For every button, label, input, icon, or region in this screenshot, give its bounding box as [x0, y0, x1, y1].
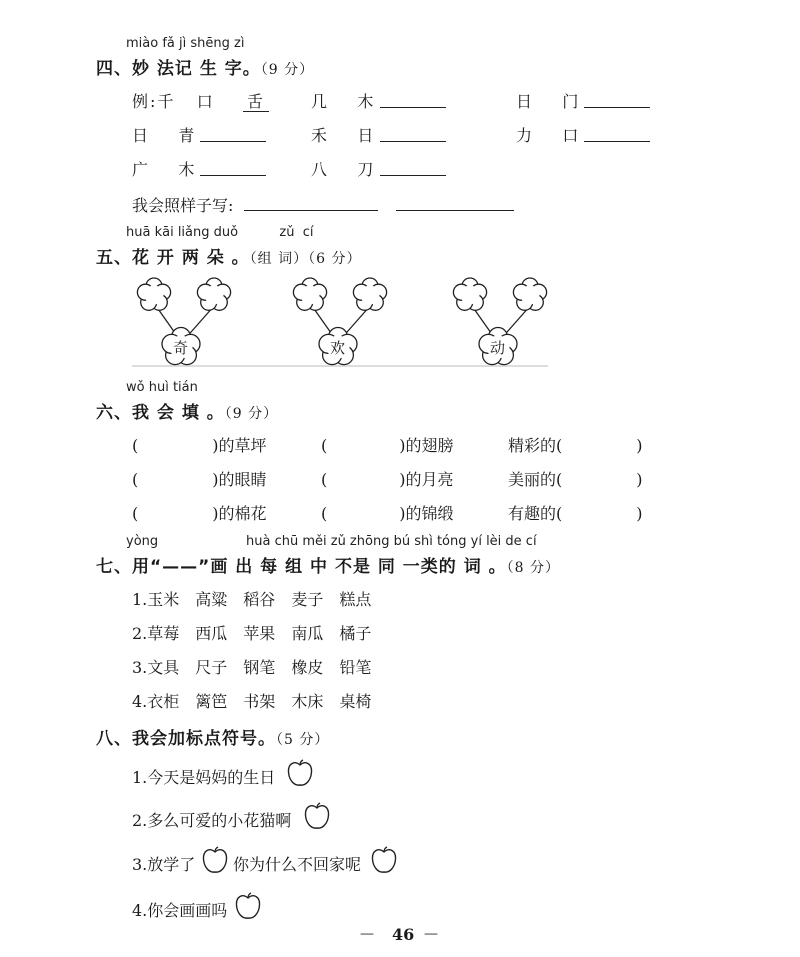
fill-word: 的锦缎	[405, 504, 454, 523]
page-number: 46	[392, 925, 415, 944]
section8-title: 八、我会加标点符号。	[96, 729, 276, 749]
fill-item[interactable]: ( )的月亮	[321, 470, 454, 489]
word[interactable]: 高粱	[195, 590, 228, 609]
section6-score: （9 分）	[224, 406, 279, 422]
char-a: 八	[311, 160, 330, 179]
section7-pinyin-right: huà chū měi zǔ zhōng bú shì tóng yí lèi de cí	[246, 534, 537, 549]
example-answer: 舌	[243, 92, 269, 112]
char-a: 日	[516, 92, 535, 111]
word-group-3	[132, 655, 371, 678]
word[interactable]: 尺子	[195, 658, 228, 677]
fill-item[interactable]: ( )的眼睛	[132, 470, 267, 489]
example-label: 例:	[132, 92, 158, 111]
section7-score: （8 分）	[506, 560, 560, 576]
word[interactable]: 糕点	[339, 590, 372, 609]
section5-note: （组 词）（6 分）	[249, 251, 362, 267]
word[interactable]: 钢笔	[243, 658, 276, 677]
char-a: 广	[132, 160, 151, 179]
section4-score: （9 分）	[260, 62, 315, 78]
fill-word: 有趣的	[508, 504, 557, 523]
word[interactable]: 麦子	[291, 590, 324, 609]
fill-word: 的草坪	[218, 436, 267, 455]
section5-pinyin: huā kāi liǎng duǒ zǔ cí	[126, 225, 314, 240]
punct-line-4: 4.你会画画吗	[132, 901, 228, 920]
apple-blank-icon[interactable]	[371, 846, 398, 874]
word[interactable]: 南瓜	[291, 624, 324, 643]
word[interactable]: 西瓜	[195, 624, 228, 643]
word[interactable]: 1.玉米	[132, 590, 180, 609]
word[interactable]: 3.文具	[132, 658, 180, 677]
section4-pinyin: miào fǎ jì shēng zì	[126, 36, 245, 51]
char-b: 木	[357, 92, 376, 111]
word[interactable]: 桌椅	[339, 692, 372, 711]
word-group-1	[132, 587, 371, 610]
section7-title: 七、用“——”画 出 每 组 中 不是 同 一类的 词 。	[96, 557, 507, 577]
char-a: 几	[311, 92, 330, 111]
flower-char-3: 动	[490, 339, 506, 357]
fill-word: 的棉花	[218, 504, 267, 523]
char-b: 刀	[357, 160, 376, 179]
word[interactable]: 稻谷	[243, 590, 276, 609]
fill-word: 美丽的	[508, 470, 557, 489]
fill-word: 的翅膀	[405, 436, 454, 455]
section7-pinyin-left: yòng	[126, 534, 159, 549]
apple-blank-icon[interactable]	[202, 846, 229, 874]
section6-title: 六、我 会 填 。	[96, 403, 225, 423]
apple-blank-icon[interactable]	[304, 802, 331, 830]
punct-line-1: 1.今天是妈妈的生日	[132, 768, 276, 787]
flower-char-2: 欢	[330, 339, 346, 357]
word-group-2	[132, 621, 371, 644]
section7-heading	[96, 552, 560, 577]
word[interactable]: 书架	[243, 692, 276, 711]
section6-pinyin: wǒ huì tián	[126, 380, 198, 395]
section4-title: 四、妙 法记 生 字。	[96, 59, 261, 79]
word[interactable]: 橘子	[339, 624, 372, 643]
word-group-4	[132, 689, 371, 712]
section8-score: （5 分）	[276, 732, 330, 748]
char-b: 青	[178, 126, 197, 145]
punct-line-2: 2.多么可爱的小花猫啊	[132, 811, 292, 830]
word[interactable]: 2.草莓	[132, 624, 180, 643]
word[interactable]: 4.衣柜	[132, 692, 180, 711]
fill-item[interactable]: ( )的棉花	[132, 504, 267, 523]
section8-heading	[96, 724, 329, 749]
page-dash-right: —	[424, 926, 438, 942]
word[interactable]: 橡皮	[291, 658, 324, 677]
page-dash-left: —	[360, 926, 374, 942]
word[interactable]: 篱笆	[195, 692, 228, 711]
punct-line-3b: 你为什么不回家呢	[233, 855, 362, 874]
char-b: 门	[562, 92, 581, 111]
word[interactable]: 铅笔	[339, 658, 372, 677]
fill-word: 的眼睛	[218, 470, 267, 489]
section5-title: 五、花 开 两 朵 。	[96, 248, 250, 268]
apple-blank-icon[interactable]	[235, 892, 262, 920]
fill-word: 精彩的	[508, 436, 557, 455]
word[interactable]: 木床	[291, 692, 324, 711]
self-write-label: 我会照样子写:	[132, 196, 234, 215]
char-b: 日	[357, 126, 376, 145]
apple-blank-icon[interactable]	[287, 759, 314, 787]
word[interactable]: 苹果	[243, 624, 276, 643]
char-b: 口	[196, 92, 215, 111]
char-b: 木	[178, 160, 197, 179]
fill-item[interactable]: 有趣的( )	[508, 504, 643, 523]
char-a: 禾	[311, 126, 330, 145]
flower-char-1: 奇	[173, 339, 189, 357]
section6-heading	[96, 398, 278, 423]
fill-item[interactable]: ( )的翅膀	[321, 436, 454, 455]
fill-item[interactable]: ( )的草坪	[132, 436, 267, 455]
char-a: 千	[157, 92, 176, 111]
fill-item[interactable]: 美丽的( )	[508, 470, 643, 489]
char-a: 日	[132, 126, 151, 145]
fill-word: 的月亮	[405, 470, 454, 489]
char-b: 口	[562, 126, 581, 145]
char-a: 力	[516, 126, 535, 145]
fill-item[interactable]: ( )的锦缎	[321, 504, 454, 523]
punct-line-3: 3.放学了	[132, 855, 196, 874]
fill-item[interactable]: 精彩的( )	[508, 436, 643, 455]
